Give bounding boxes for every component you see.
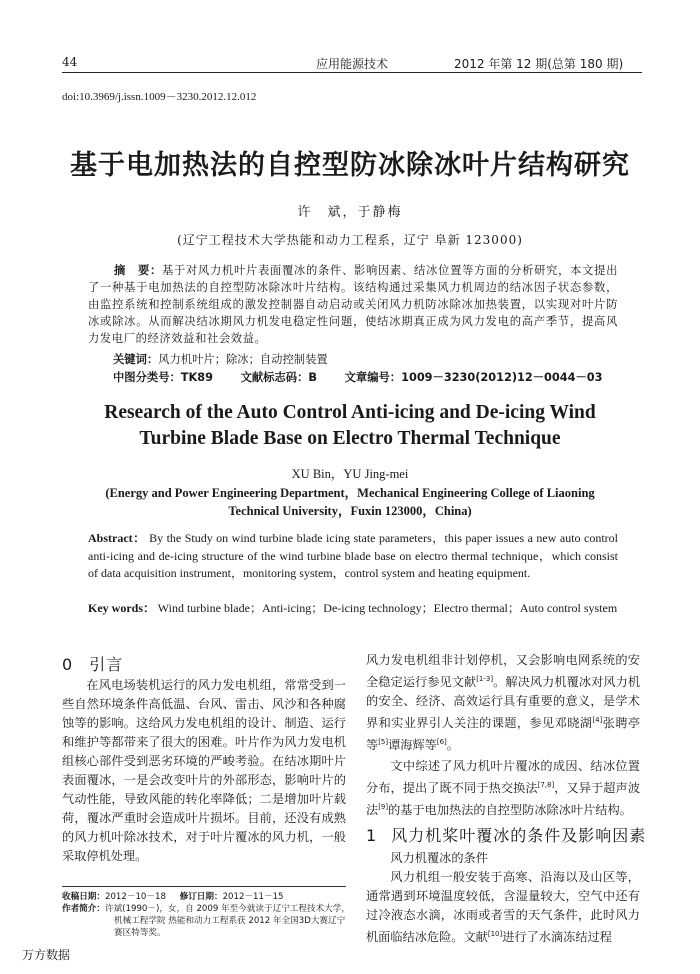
document-code-value: B xyxy=(308,371,317,384)
doi[interactable]: doi:10.3969/j.issn.1009－3230.2012.12.012 xyxy=(62,91,257,103)
text-run: ，又异于超声波法 xyxy=(366,781,641,817)
journal-name: 应用能源技术 xyxy=(316,57,389,71)
chinese-abstract xyxy=(88,262,618,347)
revised-label: 修订日期： xyxy=(179,892,223,902)
english-title-line-1: Research of the Auto Control Anti-icing and De-icing Wind xyxy=(104,402,596,423)
author-bio: 许斌(1990－)，女，自 2009 年至今就读于辽宁工程技术大学，机械工程学院 热能和动力工程系获 2012 年全国3D大赛辽宁赛区特等奖。 xyxy=(104,904,350,938)
text-run: 文中综述了风力机叶片覆冰的成因、结冰位置分布，提出了既不同于热交换法 xyxy=(366,759,640,795)
text-run: 的基于电加热法的自控型防冰除冰叶片结构。 xyxy=(388,803,632,817)
english-title xyxy=(0,400,700,452)
paragraph xyxy=(366,651,640,755)
paragraph xyxy=(366,757,640,820)
english-abstract xyxy=(88,530,618,583)
page-number: 44 xyxy=(62,55,78,69)
footnote-author xyxy=(62,903,352,939)
received-date: 2012－10－18 xyxy=(104,892,166,902)
article-number-label: 文章编号： xyxy=(344,371,402,384)
citation[interactable]: [7,8] xyxy=(537,781,555,789)
chinese-abstract-label: 摘 要： xyxy=(114,264,163,277)
english-affiliation-line-1: (Energy and Power Engineering Department，Mechanical Engineering College of Liaoning xyxy=(105,486,595,500)
english-abstract-text: By the Study on wind turbine blade icing state parameters，this paper issues a new auto control anti-icing and de-icing structure of the wind turbine blade base on electro thermal technique，which consist of data acquisition instrument，monitoring system，control system and heating equipment. xyxy=(88,531,619,580)
classification-line xyxy=(113,369,633,385)
citation[interactable]: [9] xyxy=(378,803,389,811)
english-affiliation-line-2: Technical University，Fuxin 123000，China) xyxy=(228,504,472,518)
class-number-value: TK89 xyxy=(180,371,213,384)
english-authors: XU Bin，YU Jing-mei xyxy=(291,467,409,481)
section-0-title: 引言 xyxy=(89,655,124,674)
document-code-label: 文献标志码： xyxy=(240,371,309,384)
footnote xyxy=(62,891,352,939)
text-run: 。 xyxy=(446,738,459,752)
text-run: 谭海辉等 xyxy=(388,738,437,752)
header-rule xyxy=(62,72,642,73)
english-affiliation xyxy=(0,484,700,520)
chinese-keywords xyxy=(113,351,328,367)
citation[interactable]: [4] xyxy=(592,716,603,724)
text-run: 张聘亭等 xyxy=(366,716,641,752)
section-0-number: 0 xyxy=(62,655,74,674)
english-keywords-text: Wind turbine blade；Anti-icing；De-icing technology；Electro thermal；Auto control system xyxy=(157,601,618,615)
section-1-title: 风力机桨叶覆冰的条件及影响因素 xyxy=(391,826,647,845)
left-column xyxy=(62,676,346,866)
class-number xyxy=(113,371,213,384)
article-number xyxy=(345,371,603,384)
english-keywords-label: Key words： xyxy=(88,601,155,615)
text-run: 风力机组一般安装于高寒、沿海以及山区等，通常遇到环境温度较低，含湿量较大，空气中还有过冷液态水滴，冰雨或者雪的天气条件，此时风力机面临结冰危险。文献 xyxy=(366,870,640,944)
paragraph: 在风电场装机运行的风力发电机组，常常受到一些自然环境条件高低温、台风、雷击、风沙和各种腐蚀等的影响。这给风力发电机组的设计、制造、运行和维护等都带来了很大的困难。叶片作为风力发电机组核心部件受到恶劣环境的严峻考验。在结冰期叶片表面覆冰，一是会改变叶片的外部形态，影响叶片的气动性能，导致风能的转化率降低；二是增加叶片载荷，覆冰严重时会造成叶片损坏。目前，还没有成熟的风力机叶除冰技术，对于叶片覆冰的风力机，一般采取停机处理。 xyxy=(62,678,346,863)
class-number-label: 中图分类号： xyxy=(113,371,181,384)
chinese-keywords-label: 关键词： xyxy=(113,353,159,366)
document-code xyxy=(241,371,317,384)
article-number-value: 1009－3230(2012)12－0044－03 xyxy=(401,371,603,384)
text-run: 。解决风力机覆冰对风力机的安全、经济、高效运行具有重要的意义，是学术界和实业界引人关注的课题，参见邓晓湖 xyxy=(366,675,641,730)
watermark: 万方数据 xyxy=(22,948,71,962)
received-label: 收稿日期： xyxy=(62,892,105,902)
chinese-authors: 许 斌，于静梅 xyxy=(297,205,403,220)
citation[interactable]: [10] xyxy=(487,930,503,938)
author-bio-label: 作者简介： xyxy=(62,904,105,914)
citation[interactable]: [6] xyxy=(436,738,447,746)
section-1-heading xyxy=(366,823,646,846)
section-1-number: 1 xyxy=(366,826,378,845)
english-abstract-label: Abstract： xyxy=(88,531,146,545)
citation[interactable]: [1-3] xyxy=(476,675,494,683)
subsection-heading: 风力机覆冰的条件 xyxy=(390,851,488,865)
chinese-affiliation: (辽宁工程技术大学热能和动力工程系，辽宁 阜新 123000) xyxy=(177,233,523,247)
chinese-abstract-text: 基于对风力机叶片表面覆冰的条件、影响因素、结冰位置等方面的分析研究，本文提出了一种基于电加热法的自控型防冰除冰叶片结构。该结构通过采集风力机周边的结冰因子状态参数，由监控系统和控制系统组成的激发控制器自动启动或关闭风力机防冰除冰加热装置，以实现对叶片防冰或除冰。从而解决结冰期风力机发电稳定性问题，使结冰期真正成为风力发电的高产季节，提高风力发电厂的经济效益和社会效益。 xyxy=(88,264,618,345)
chinese-title: 基于电加热法的自控型防冰除冰叶片结构研究 xyxy=(70,150,630,181)
right-column-section-1 xyxy=(366,849,640,947)
chinese-keywords-text: 风力机叶片；除冰；自动控制装置 xyxy=(158,353,328,366)
text-run: 风力发电机组非计划停机，又会影响电网系统的安全稳定运行参见文献 xyxy=(366,653,640,689)
english-title-line-2: Turbine Blade Base on Electro Thermal Technique xyxy=(139,428,561,449)
footnote-rule xyxy=(62,886,346,887)
section-0-heading xyxy=(62,652,123,675)
right-column xyxy=(366,651,640,820)
revised-date: 2012－11－15 xyxy=(222,892,284,902)
issue-info: 2012 年第 12 期(总第 180 期) xyxy=(454,57,624,71)
citation[interactable]: [5] xyxy=(378,738,389,746)
footnote-dates xyxy=(62,891,352,903)
paragraph xyxy=(366,868,640,947)
english-keywords xyxy=(88,600,618,618)
text-run: 进行了水滴冻结过程 xyxy=(502,930,612,944)
